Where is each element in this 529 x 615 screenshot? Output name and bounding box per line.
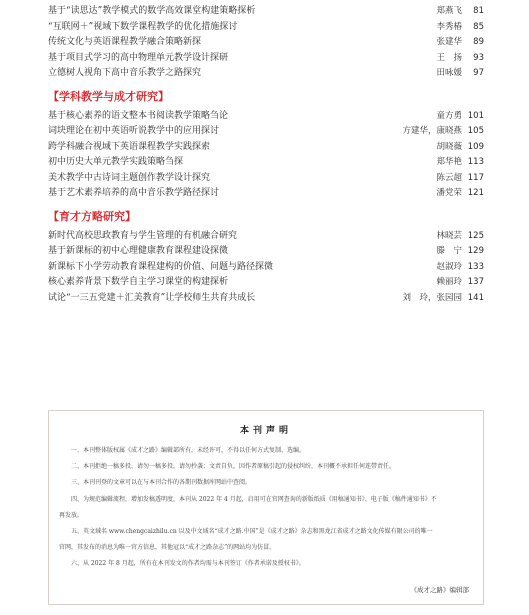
- toc-entry[interactable]: [48, 51, 484, 67]
- toc-entry-author: 潘党荣: [436, 188, 462, 198]
- toc-entry-page-number: 133: [467, 261, 484, 272]
- toc-entry-page-number: 89: [473, 37, 484, 47]
- toc-entry[interactable]: [48, 109, 484, 125]
- toc-entry[interactable]: [48, 4, 484, 20]
- toc-entry-author: 赵淑玲: [436, 261, 462, 272]
- toc-entry-author: 刘 玲，张园园: [402, 292, 462, 303]
- toc-entry-title: 传统文化与英语课程教学融合策略新探: [48, 37, 202, 47]
- toc-entry[interactable]: [48, 291, 484, 307]
- toc-entry-author: 赖丽玲: [436, 277, 462, 287]
- section-heading: 【育才方略研究】: [48, 209, 136, 223]
- toc-entry-page-number: 109: [467, 141, 484, 152]
- toc-entry-author: 张建华: [436, 37, 462, 47]
- notice-line: 官网，其发布的消息为唯一官方信息，其他冠以“成才之路杂志”的网站均为仿冒。: [59, 544, 276, 552]
- toc-entry-page-number: 85: [473, 21, 484, 32]
- notice-line: 四、为规范编辑流程，增加发稿透明度，本刊从 2022 年 4 月起，启用可在官网查询的新版纸质《用稿通知书》、电子版《稿件通知书》不: [71, 495, 437, 503]
- table-of-contents: [48, 4, 484, 306]
- toc-entry-page-number: 137: [467, 277, 484, 287]
- notice-line: 六、从 2022 年 8 月起，所有在本刊发文的作者均需与本刊签订《作者承诺及授权书》。: [71, 560, 305, 568]
- toc-entry-author: 李秀椿: [436, 21, 462, 32]
- notice-line: 二、本刊拒绝一稿多投、请勿一稿多投，请勿抄袭；文责自负，因作者原稿引起的侵权纠纷，本刊概不承担任何连带责任。: [71, 463, 396, 471]
- toc-entry-author: 方建华，康晓燕: [402, 126, 462, 136]
- toc-entry-page-number: 121: [467, 188, 484, 198]
- toc-entry-author: 童方勇: [436, 110, 462, 121]
- toc-entry-page-number: 125: [467, 230, 484, 241]
- toc-entry-title: 基于艺术素养培养的高中音乐教学路径探讨: [48, 188, 220, 198]
- notice-line: 三、本刊刊登的文章可以在与本刊合作的各期刊数据库网站中查阅。: [71, 479, 252, 487]
- toc-entry-author: 滕 宁: [436, 246, 462, 256]
- toc-entry-author: 林晓芸: [436, 230, 462, 241]
- toc-entry-page-number: 97: [473, 68, 484, 78]
- toc-entry-page-number: 117: [467, 172, 484, 183]
- toc-entry[interactable]: [48, 186, 484, 202]
- notice-title: 本刊声明: [239, 426, 292, 436]
- notice-line: 再发放。: [59, 511, 84, 519]
- notice-line: 一、本刊整体版权属《成才之路》编辑部所有，未经许可，不得以任何方式复制、选编。: [71, 447, 306, 454]
- toc-entry-title: 基于“读思达”教学模式的数学高效课堂构建策略探析: [48, 6, 256, 16]
- toc-entry[interactable]: [48, 124, 484, 140]
- toc-entry[interactable]: [48, 275, 484, 291]
- toc-entry[interactable]: [48, 260, 484, 276]
- toc-entry-title: 核心素养背景下数学自主学习课堂的构建探析: [48, 277, 229, 287]
- toc-entry-author: 陈云超: [436, 172, 462, 183]
- toc-entry-page-number: 105: [467, 126, 484, 136]
- toc-entry[interactable]: [48, 35, 484, 51]
- toc-entry-page-number: 81: [473, 6, 484, 16]
- toc-entry-author: 胡晓薇: [436, 141, 462, 152]
- toc-entry[interactable]: [48, 171, 484, 187]
- toc-entry-page-number: 113: [467, 157, 484, 167]
- toc-entry-author: 郑华艳: [436, 157, 462, 167]
- toc-entry[interactable]: [48, 244, 484, 260]
- section-heading: 【学科教学与成才研究】: [48, 89, 169, 103]
- toc-entry[interactable]: [48, 140, 484, 156]
- toc-entry-title: 基于项目式学习的高中物理单元教学设计探研: [48, 52, 229, 63]
- toc-entry[interactable]: [48, 20, 484, 36]
- toc-entry-page-number: 101: [467, 110, 484, 121]
- toc-entry-title: 立德树人视角下高中音乐教学之路探究: [48, 68, 202, 78]
- toc-entry[interactable]: [48, 66, 484, 82]
- toc-entry-title: 新时代高校思政教育与学生管理的有机融合研究: [48, 230, 238, 241]
- toc-entry-author: 王 扬: [436, 52, 462, 63]
- toc-entry-title: 试论“一三五党建＋汇美教育”让学校师生共育共成长: [48, 292, 256, 303]
- toc-entry-page-number: 141: [467, 292, 484, 303]
- toc-entry-title: 词块理论在初中英语听说教学中的应用探讨: [48, 126, 220, 136]
- notice-line: 五、英文域名 www.chengcaizhilu.cn 以及中文域名“成才之路.中国”是《成才之路》杂志和黑龙江省成才之路文化传媒有限公司的唯一: [71, 528, 433, 536]
- toc-entry-title: “互联网＋”视域下数学课程教学的优化措施探讨: [48, 21, 238, 32]
- toc-entry-author: 田咏媛: [436, 68, 462, 78]
- notice-signature: 《成才之路》编辑部: [410, 586, 469, 594]
- toc-entry-title: 基于新课标的初中心理健康教育课程建设探微: [48, 246, 229, 256]
- toc-entry-title: 基于核心素养的语文整本书阅读教学策略刍论: [48, 110, 229, 121]
- toc-entry-title: 跨学科融合视域下英语课程教学实践探索: [48, 141, 211, 152]
- notice-body: [59, 443, 473, 573]
- toc-entry-page-number: 93: [473, 52, 484, 63]
- journal-notice-box: [48, 410, 484, 605]
- toc-entry[interactable]: [48, 229, 484, 245]
- toc-entry-title: 初中历史大单元教学实践策略刍探: [48, 157, 184, 167]
- toc-entry-author: 郑燕飞: [436, 6, 462, 16]
- toc-entry[interactable]: [48, 155, 484, 171]
- toc-entry-title: 新课标下小学劳动教育课程建构的价值、问题与路径探微: [48, 261, 274, 272]
- toc-entry-page-number: 129: [467, 246, 484, 256]
- toc-entry-title: 美术教学中古诗词主题创作教学设计探究: [48, 172, 211, 183]
